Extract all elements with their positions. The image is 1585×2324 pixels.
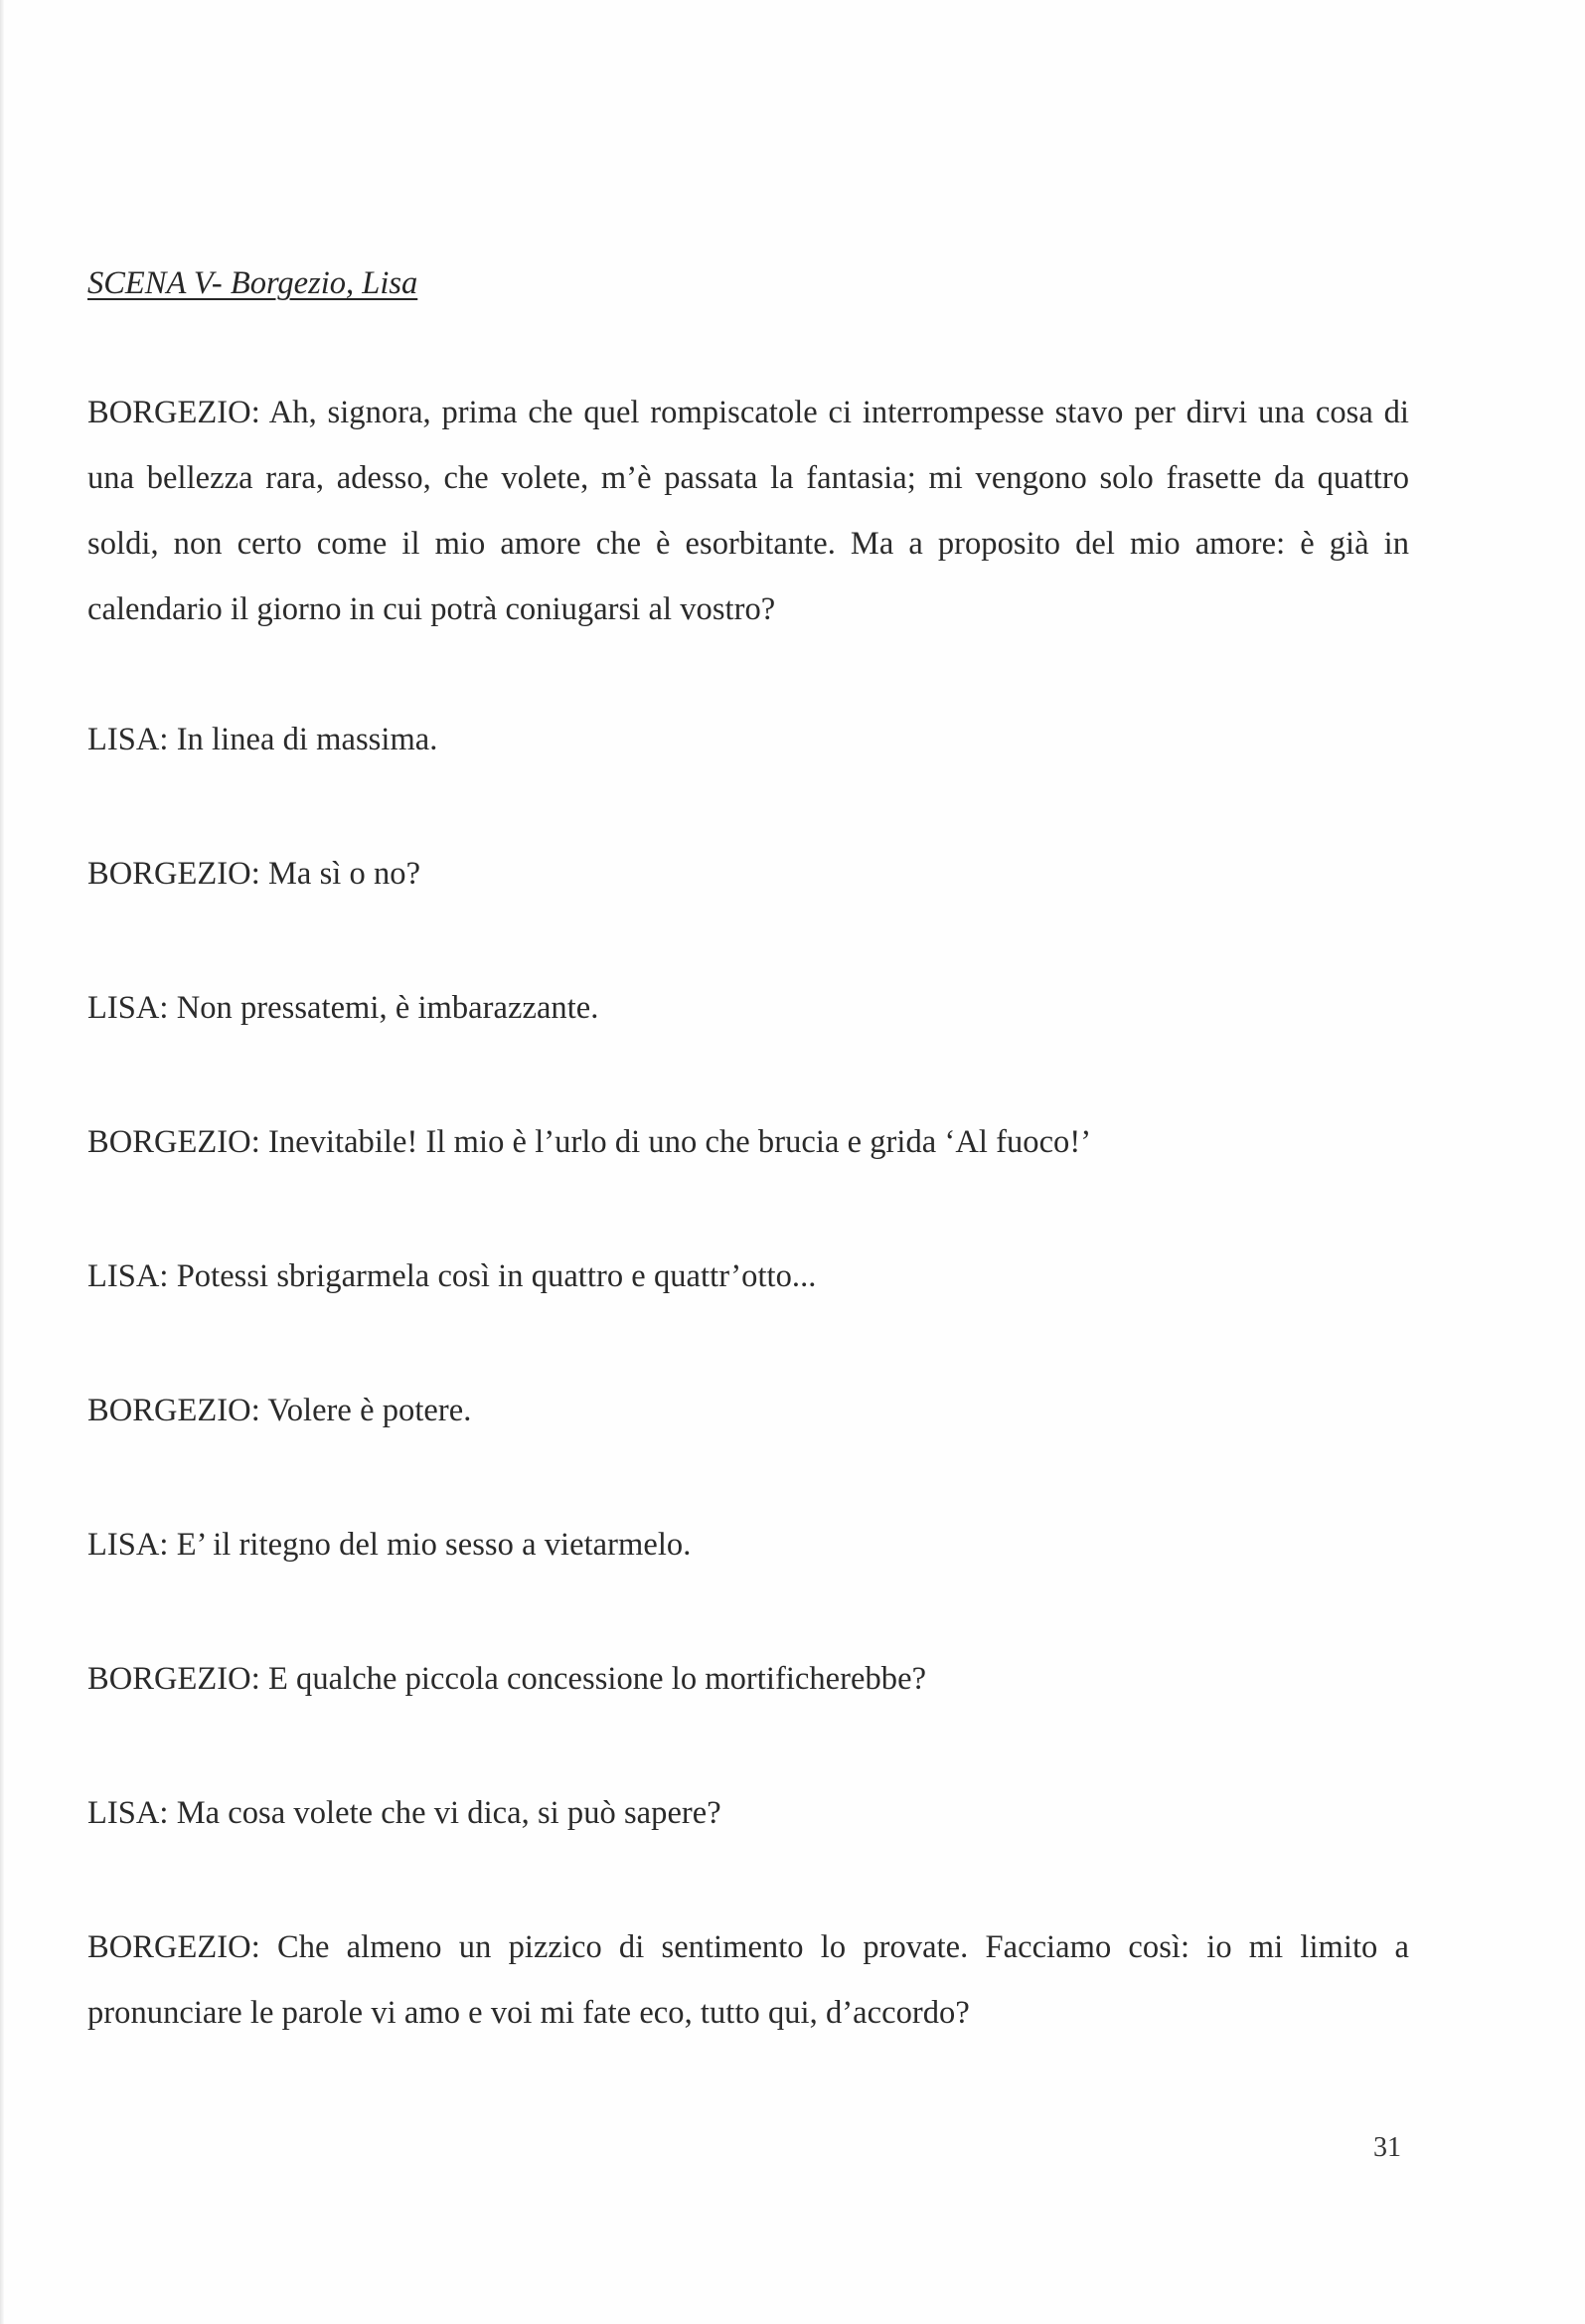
dialogue-line <box>87 380 1409 642</box>
speaker-name: BORGEZIO: <box>87 856 260 892</box>
dialogue-line <box>87 841 1409 907</box>
line-text: Ma sì o no? <box>267 856 421 892</box>
line-text: Ah, signora, prima che quel rompiscatole ci interrompesse stavo per dirvi una cosa di una bellezza rara, adesso, che volete, m’è passata la fantasia; mi vengono solo frasette da quattro soldi, non certo come il mio amore che è esorbitante. Ma a proposito del mio amore: è già in calendario il giorno in cui potrà coniugarsi al vostro? <box>87 395 1409 627</box>
line-text: In linea di massima. <box>176 722 438 757</box>
dialogue-line <box>87 975 1409 1041</box>
line-text: Che almeno un pizzico di sentimento lo provate. Facciamo così: io mi limito a pronunciare le parole vi amo e voi mi fate eco, tutto qui, d’accordo? <box>87 1929 1409 2031</box>
scan-edge <box>0 0 4 2324</box>
dialogue-line <box>87 1109 1409 1175</box>
dialogue-line <box>87 1914 1409 2046</box>
speaker-name: BORGEZIO: <box>87 1929 260 1965</box>
dialogue-line <box>87 1646 1409 1712</box>
page-number: 31 <box>1373 2132 1401 2163</box>
line-text: Inevitabile! Il mio è l’urlo di uno che brucia e grida ‘Al fuoco!’ <box>267 1124 1092 1160</box>
text-body <box>87 260 1409 2114</box>
line-text: E’ il ritegno del mio sesso a vietarmelo. <box>176 1527 692 1563</box>
line-text: Volere è potere. <box>267 1393 472 1428</box>
speaker-name: BORGEZIO: <box>87 1393 260 1428</box>
speaker-name: BORGEZIO: <box>87 395 260 430</box>
speaker-name: LISA: <box>87 722 169 757</box>
dialogue-line <box>87 1244 1409 1309</box>
line-text: Potessi sbrigarmela così in quattro e quattr’otto... <box>176 1258 817 1294</box>
dialogue-line <box>87 1378 1409 1443</box>
line-text: Ma cosa volete che vi dica, si può sapere? <box>176 1795 721 1831</box>
speaker-name: BORGEZIO: <box>87 1124 260 1160</box>
speaker-name: LISA: <box>87 1527 169 1563</box>
speaker-name: LISA: <box>87 1795 169 1831</box>
speaker-name: LISA: <box>87 990 169 1026</box>
speaker-name: LISA: <box>87 1258 169 1294</box>
speaker-name: BORGEZIO: <box>87 1661 260 1697</box>
line-text: E qualche piccola concessione lo mortificherebbe? <box>267 1661 927 1697</box>
scene-title: SCENA V- Borgezio, Lisa <box>87 265 418 301</box>
dialogue-line <box>87 707 1409 772</box>
dialogue-line <box>87 1780 1409 1846</box>
line-text: Non pressatemi, è imbarazzante. <box>176 990 599 1026</box>
dialogue-line <box>87 1512 1409 1577</box>
